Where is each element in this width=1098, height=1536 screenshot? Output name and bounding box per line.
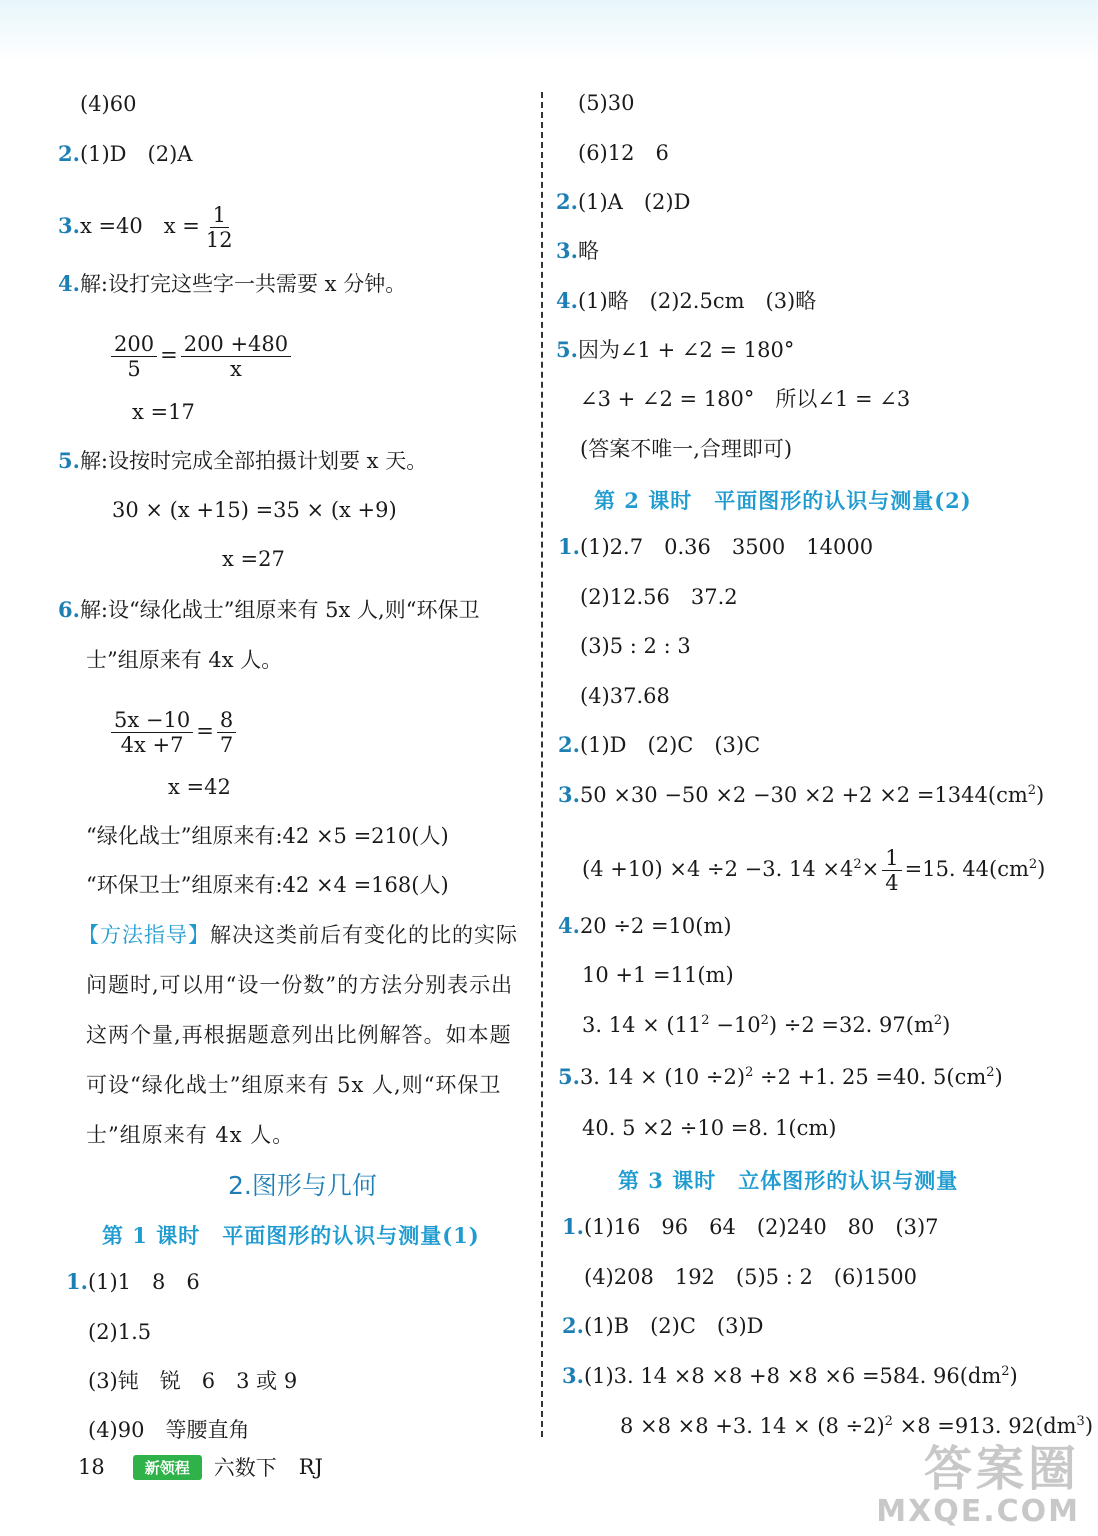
- q2-answer: 2.(1)A (2)D: [556, 189, 691, 214]
- method-tip-line: 这两个量,再根据题意列出比例解答。如本题: [86, 1023, 512, 1047]
- q5-solution: x =27: [222, 547, 285, 571]
- q5-setup: 5.解:设按时完成全部拍摄计划要 x 天。: [58, 448, 428, 473]
- brand-badge: 新领程: [133, 1455, 202, 1480]
- s1-q1-part: (2)1.5: [88, 1320, 152, 1344]
- chapter-title: 2.图形与几何: [228, 1171, 377, 1200]
- s2-q1-part: (3)5 : 2 : 3: [580, 634, 691, 658]
- s3-q1-answer: 1.(1)16 96 64 (2)240 80 (3)7: [562, 1214, 939, 1239]
- q4-answer: 4.(1)略 (2)2.5cm (3)略: [556, 288, 817, 313]
- q3-answer: 3.x =40 x = $\frac{1}{12}$: [58, 203, 239, 252]
- s2-q4-answer: 4.20 ÷2 =10(m): [558, 913, 732, 938]
- s3-q3-answer: 3.(1)3. 14 ×8 ×8 +8 ×8 ×6 =584. $96(dm^2)$: [562, 1363, 1018, 1388]
- q2-answer: 2.(1)D (2)A: [58, 141, 193, 166]
- s3-q1-part: (4)208 192 (5)5 : 2 (6)1500: [584, 1265, 917, 1289]
- q4-setup: 4.解:设打完这些字一共需要 x 分钟。: [58, 271, 407, 296]
- answer-line: (4)60: [80, 92, 137, 116]
- q6-solution: x =42: [168, 775, 231, 799]
- s2-q5-answer: 5.3. $14 \times (10 \div 2)^2 \div 2 +1$. 25 =40. $5(cm^2)$: [558, 1064, 1003, 1089]
- s2-q4-step: 3. $14 \times (11^2 -10^2) \div 2 =32$. $97(m^2)$: [582, 1013, 951, 1037]
- q6-result-1: “绿化战士”组原来有:42 ×5 =210(人): [86, 824, 449, 848]
- watermark-logo: 答案圈 MXQE.COM: [876, 1441, 1080, 1529]
- answer-line: (5)30: [578, 91, 635, 115]
- s2-q3-answer-cont: (4 +10) ×4 ÷2 −3. $14 \times 4^2\times$ $\frac{1}{4}$ =15. $44(cm^2)$: [582, 846, 1046, 895]
- q5-note: (答案不唯一,合理即可): [580, 437, 793, 461]
- method-tip-label: 【方法指导】: [78, 923, 210, 947]
- column-divider: [541, 92, 543, 1437]
- q4-equation: $\frac{200}{5}$ = $\frac{200 +480}{x}$: [108, 332, 294, 381]
- s2-q1-answer: 1.(1)2.7 0.36 3500 14000: [558, 534, 874, 559]
- top-band: [0, 0, 1098, 62]
- method-tip: 【方法指导】解决这类前后有变化的比的实际: [78, 923, 518, 947]
- q6-equation: $\frac{5x -10}{4x +7}$ = $\frac{8}{7}$: [108, 708, 239, 757]
- s2-q2-answer: 2.(1)D (2)C (3)C: [558, 732, 761, 757]
- fraction: $\frac{1}{12}$: [205, 203, 233, 252]
- s1-q1-part: (4)90 等腰直角: [88, 1418, 250, 1442]
- s3-q3-step: 8 ×8 ×8 +3. $14 \times (8 \div 2)^2 \times 8 =913$. $92(dm^3)$: [620, 1414, 1094, 1438]
- s2-q1-part: (4)37.68: [580, 684, 670, 708]
- s1-q1-answer: 1.(1)1 8 6: [66, 1269, 200, 1294]
- q5-answer: 5.因为∠1 + ∠2 = 180°: [556, 337, 795, 362]
- subject-label: 六数下: [213, 1456, 277, 1480]
- q6-result-2: “环保卫士”组原来有:42 ×4 =168(人): [86, 873, 449, 897]
- section-heading-2: 第 2 课时 平面图形的认识与测量(2): [594, 488, 972, 513]
- page-footer: [78, 1452, 323, 1482]
- s2-q4-step: 10 +1 =11(m): [582, 963, 734, 987]
- q3-answer: 3.略: [556, 238, 599, 263]
- answer-line: (6)12 6: [578, 141, 669, 165]
- q5-equation: 30 × (x +15) =35 × (x +9): [112, 498, 397, 522]
- method-tip-line: 问题时,可以用“设一份数”的方法分别表示出: [86, 973, 514, 997]
- s3-q2-answer: 2.(1)B (2)C (3)D: [562, 1313, 764, 1338]
- section-heading-1: 第 1 课时 平面图形的认识与测量(1): [102, 1223, 480, 1248]
- q6-setup: 6.解:设“绿化战士”组原来有 5x 人,则“环保卫: [58, 597, 480, 622]
- s2-q5-step: 40. 5 ×2 ÷10 =8. 1(cm): [582, 1116, 837, 1140]
- page-number: 18: [78, 1455, 105, 1479]
- method-tip-line: 可设“绿化战士”组原来有 5x 人,则“环保卫: [86, 1073, 502, 1097]
- s2-q1-part: (2)12.56 37.2: [580, 585, 738, 609]
- edition-label: RJ: [298, 1455, 323, 1479]
- q4-solution: x =17: [132, 400, 195, 424]
- s2-q3-answer: $3.50 \times 30 -50 \times 2 -30 \times 2 +2 \times 2 =1344(cm^2)$: [558, 782, 1045, 807]
- s1-q1-part: (3)钝 锐 6 3 或 9: [88, 1369, 298, 1393]
- q6-setup-cont: 士”组原来有 4x 人。: [86, 648, 283, 672]
- q5-answer-cont: ∠3 + ∠2 = 180° 所以∠1 = ∠3: [580, 387, 911, 411]
- method-tip-line: 士”组原来有 4x 人。: [86, 1123, 295, 1147]
- section-heading-3: 第 3 课时 立体图形的认识与测量: [618, 1168, 959, 1193]
